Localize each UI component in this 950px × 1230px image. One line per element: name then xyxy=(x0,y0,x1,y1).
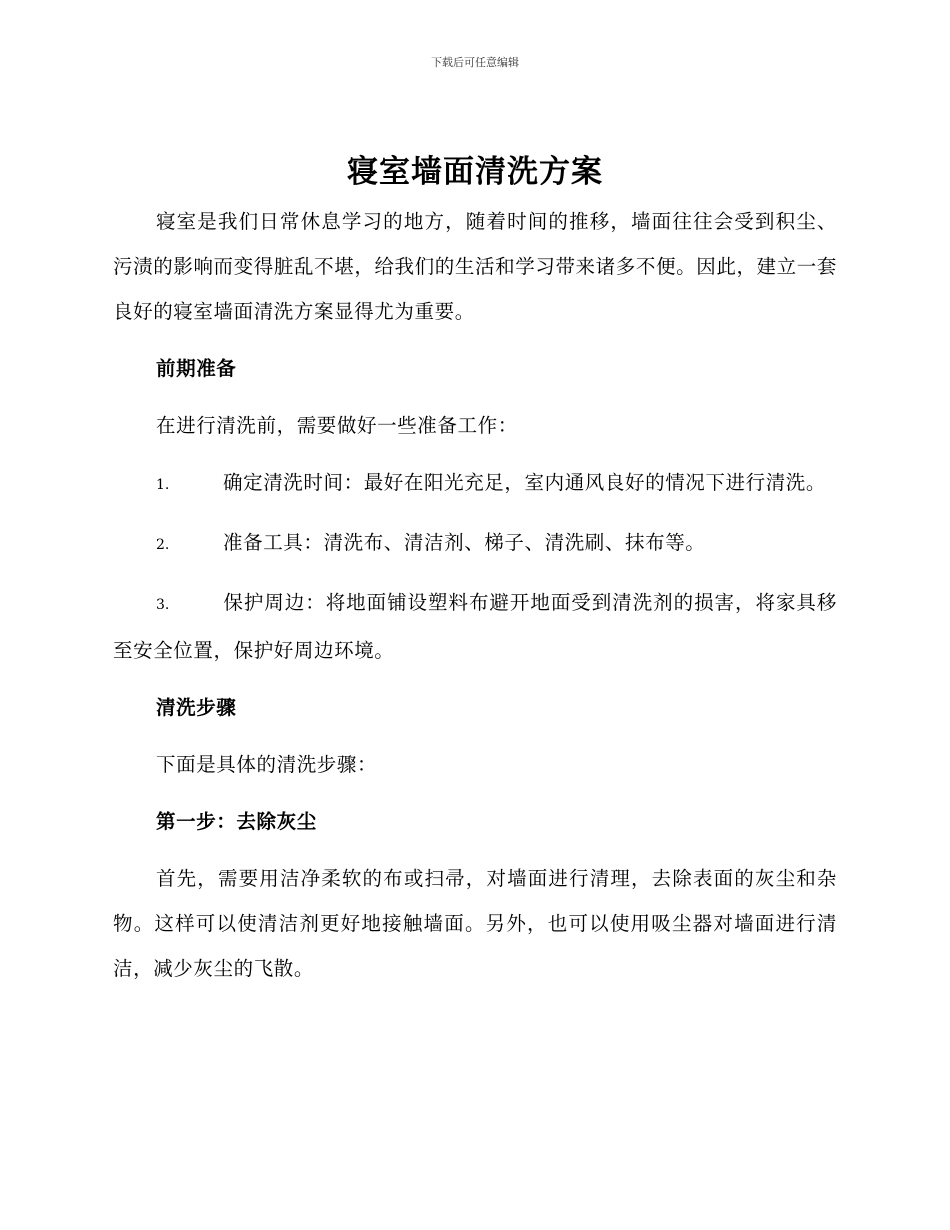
spacer xyxy=(113,844,837,856)
step1-heading: 第一步：去除灰尘 xyxy=(156,810,317,833)
list-item-text: 确定清洗时间：最好在阳光充足，室内通风良好的情况下进行清洗。 xyxy=(223,471,827,494)
list-item-text: 准备工具：清洗布、清洁剂、梯子、清洗刷、抹布等。 xyxy=(223,531,706,554)
preparation-lead: 在进行清洗前，需要做好一些准备工作： xyxy=(156,414,518,437)
section-heading-steps: 清洗步骤 xyxy=(156,696,237,719)
spacer xyxy=(113,730,837,742)
document-body xyxy=(113,199,837,991)
step1-paragraph: 首先，需要用洁净柔软的布或扫帚，对墙面进行清理，去除表面的灰尘和杂物。这样可以使清洁剂更好地接触墙面。另外，也可以使用吸尘器对墙面进行清洁，减少灰尘的飞散。 xyxy=(113,867,837,980)
list-item xyxy=(113,580,837,673)
list-number: 2. xyxy=(156,537,170,553)
steps-lead: 下面是具体的清洗步骤： xyxy=(156,753,378,776)
list-item xyxy=(113,460,837,508)
section-heading-preparation: 前期准备 xyxy=(156,357,237,380)
spacer xyxy=(113,508,837,520)
spacer xyxy=(113,787,837,799)
spacer xyxy=(113,391,837,403)
list-item xyxy=(113,520,837,568)
intro-paragraph: 寝室是我们日常休息学习的地方，随着时间的推移，墙面往往会受到积尘、污渍的影响而变得脏乱不堪，给我们的生活和学习带来诸多不便。因此，建立一套良好的寝室墙面清洗方案显得尤为重要。 xyxy=(113,210,837,323)
list-number: 3. xyxy=(156,597,170,613)
header-note: 下载后可任意编辑 xyxy=(431,56,519,69)
list-number: 1. xyxy=(156,477,170,493)
spacer xyxy=(113,448,837,460)
spacer xyxy=(113,568,837,580)
spacer xyxy=(113,334,837,346)
page-title: 寝室墙面清洗方案 xyxy=(347,154,603,190)
list-item-text: 保护周边：将地面铺设塑料布避开地面受到清洗剂的损害，将家具移至安全位置，保护好周边环境。 xyxy=(113,591,837,662)
spacer xyxy=(113,673,837,685)
